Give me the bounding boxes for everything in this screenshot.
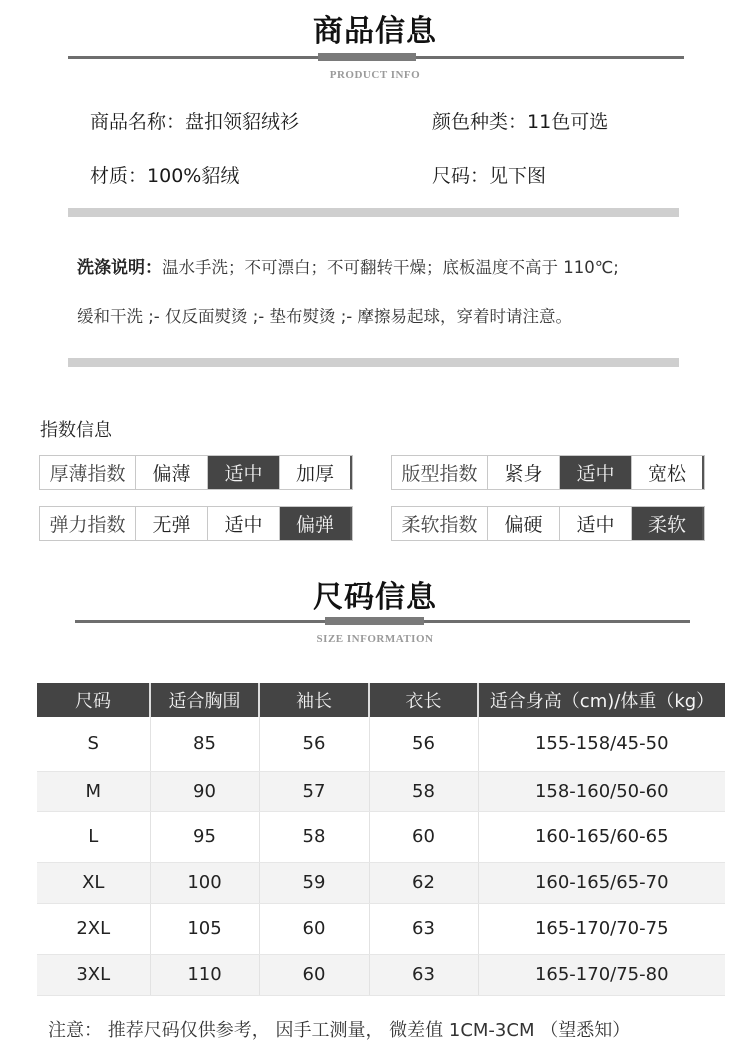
field-label: 商品名称： <box>90 111 186 133</box>
index-table-thickness <box>39 455 353 490</box>
product-title-divider-block <box>318 53 416 61</box>
cell-chest: 100 <box>150 862 259 903</box>
size-info-title: 尺码信息 <box>313 580 437 615</box>
cell-height-weight: 160-165/65-70 <box>478 862 725 903</box>
cell-height-weight: 165-170/70-75 <box>478 903 725 954</box>
index-label: 弹力指数 <box>40 507 136 540</box>
cell-sleeve: 58 <box>259 811 369 862</box>
index-option: 加厚 <box>280 456 352 489</box>
cell-sleeve: 60 <box>259 954 369 995</box>
index-table-fit <box>391 455 705 490</box>
wash-instructions-line-1 <box>77 253 619 278</box>
index-label: 柔软指数 <box>392 507 488 540</box>
cell-size: 3XL <box>37 954 150 995</box>
index-option-selected: 柔软 <box>632 507 704 540</box>
index-option-selected: 适中 <box>560 456 632 489</box>
table-row <box>37 717 725 771</box>
index-option: 无弹 <box>136 507 208 540</box>
column-header-length: 衣长 <box>369 683 478 717</box>
table-row <box>37 771 725 811</box>
table-row <box>37 903 725 954</box>
cell-chest: 105 <box>150 903 259 954</box>
cell-chest: 90 <box>150 771 259 811</box>
index-label: 厚薄指数 <box>40 456 136 489</box>
section-separator <box>68 208 679 217</box>
cell-sleeve: 60 <box>259 903 369 954</box>
cell-length: 56 <box>369 717 478 771</box>
size-title-divider-block <box>325 617 424 625</box>
cell-length: 62 <box>369 862 478 903</box>
index-option-selected: 适中 <box>208 456 280 489</box>
table-row <box>37 811 725 862</box>
index-option-selected: 偏弹 <box>280 507 352 540</box>
size-table <box>37 683 725 996</box>
index-table-elasticity <box>39 506 353 541</box>
field-color-options <box>432 107 608 134</box>
index-option: 宽松 <box>632 456 704 489</box>
cell-chest: 95 <box>150 811 259 862</box>
size-info-subtitle: SIZE INFORMATION <box>316 633 434 645</box>
cell-sleeve: 59 <box>259 862 369 903</box>
cell-height-weight: 160-165/60-65 <box>478 811 725 862</box>
index-option: 偏薄 <box>136 456 208 489</box>
cell-size: XL <box>37 862 150 903</box>
index-option: 偏硬 <box>488 507 560 540</box>
table-row <box>37 954 725 995</box>
cell-height-weight: 165-170/75-80 <box>478 954 725 995</box>
index-option: 适中 <box>208 507 280 540</box>
field-label: 颜色种类： <box>432 111 528 133</box>
table-row <box>37 862 725 903</box>
cell-size: M <box>37 771 150 811</box>
field-product-name <box>90 107 299 134</box>
cell-length: 63 <box>369 954 478 995</box>
field-material <box>90 161 239 188</box>
field-value: 100%貂绒 <box>147 165 240 187</box>
size-note: 注意： 推荐尺码仅供参考， 因手工测量， 微差值 1CM-3CM （望悉知） <box>48 1020 631 1041</box>
index-option: 紧身 <box>488 456 560 489</box>
column-header-chest: 适合胸围 <box>150 683 259 717</box>
cell-length: 60 <box>369 811 478 862</box>
column-header-sleeve: 袖长 <box>259 683 369 717</box>
index-table-softness <box>391 506 705 541</box>
index-heading: 指数信息 <box>40 420 112 441</box>
size-table-header <box>37 683 725 717</box>
section-separator <box>68 358 679 367</box>
field-value: 盘扣领貂绒衫 <box>185 111 300 133</box>
cell-height-weight: 155-158/45-50 <box>478 717 725 771</box>
product-info-subtitle: PRODUCT INFO <box>329 69 421 81</box>
cell-height-weight: 158-160/50-60 <box>478 771 725 811</box>
cell-chest: 85 <box>150 717 259 771</box>
wash-text: 温水手洗；不可漂白；不可翻转干燥；底板温度不高于 110℃; <box>162 258 619 277</box>
cell-length: 58 <box>369 771 478 811</box>
column-header-height-weight: 适合身高（cm)/体重（kg） <box>478 683 725 717</box>
field-value: 见下图 <box>489 165 547 187</box>
index-label: 版型指数 <box>392 456 488 489</box>
column-header-size: 尺码 <box>37 683 150 717</box>
cell-sleeve: 57 <box>259 771 369 811</box>
cell-size: 2XL <box>37 903 150 954</box>
field-label: 材质： <box>90 165 148 187</box>
product-info-title: 商品信息 <box>313 14 437 49</box>
cell-chest: 110 <box>150 954 259 995</box>
cell-size: L <box>37 811 150 862</box>
field-label: 尺码： <box>432 165 490 187</box>
field-size <box>432 161 546 188</box>
index-option: 适中 <box>560 507 632 540</box>
cell-length: 63 <box>369 903 478 954</box>
cell-sleeve: 56 <box>259 717 369 771</box>
wash-instructions-line-2: 缓和干洗 ;- 仅反面熨烫 ;- 垫布熨烫 ;- 摩擦易起球，穿着时请注意。 <box>77 307 573 326</box>
field-value: 11色可选 <box>527 111 609 133</box>
cell-size: S <box>37 717 150 771</box>
wash-label: 洗涤说明： <box>77 258 162 278</box>
